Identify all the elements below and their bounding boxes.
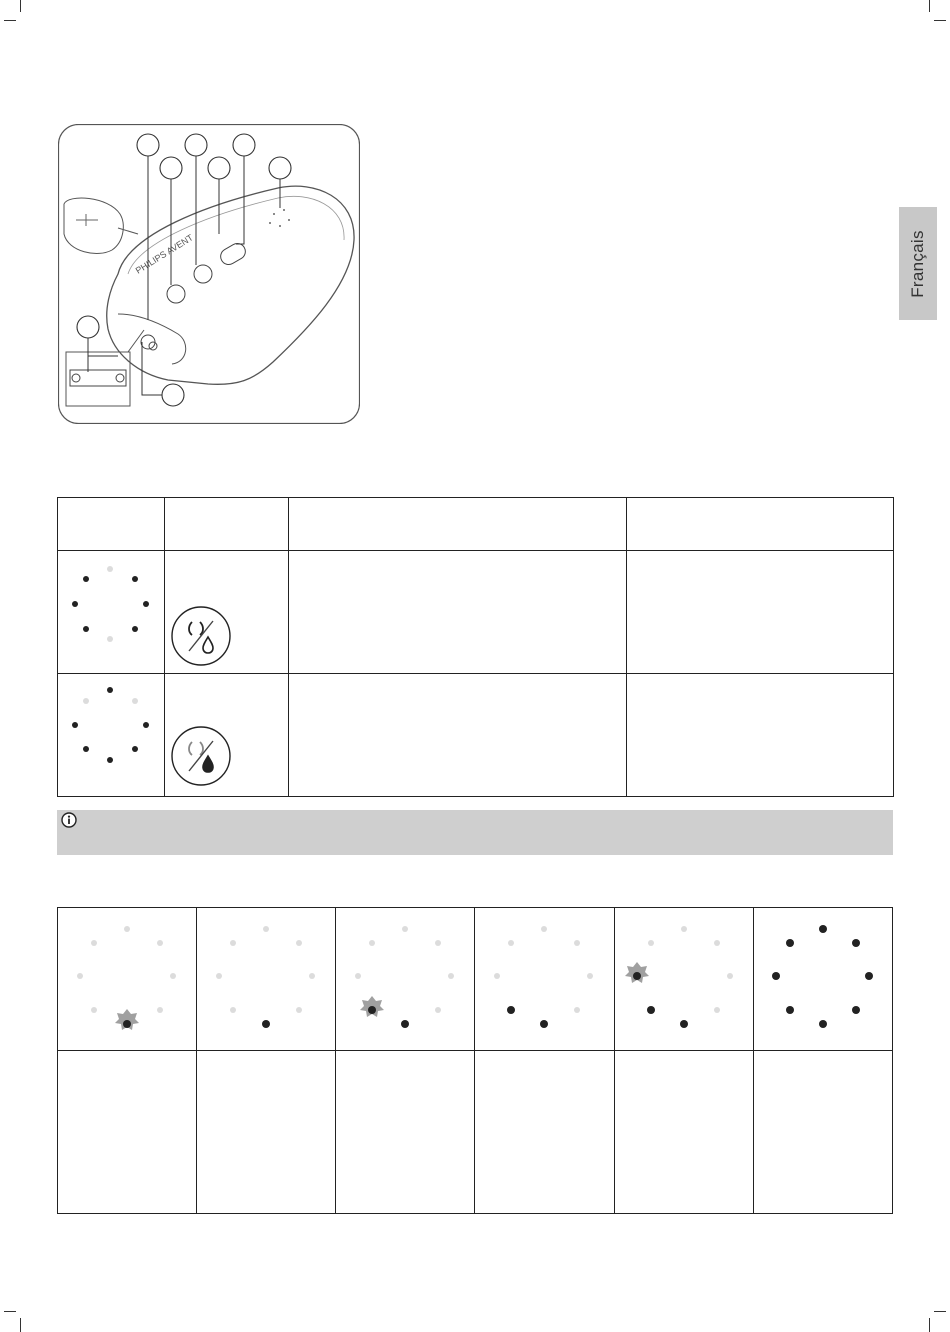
step-indicator-cell (475, 908, 614, 1051)
brand-text: PHILIPS AVENT (133, 232, 195, 276)
step-indicator-cell (614, 908, 753, 1051)
crop-mark (4, 20, 16, 21)
header-cell (165, 498, 289, 551)
crop-mark (929, 1318, 930, 1332)
humidity-drop-outline-icon (165, 551, 287, 671)
crop-mark (934, 1311, 946, 1312)
led-ring-step-2 (197, 908, 335, 1048)
step-caption (336, 1051, 475, 1214)
note-bar (57, 810, 893, 855)
step-indicator-cell (753, 908, 892, 1051)
step-caption (197, 1051, 336, 1214)
icon-cell (165, 674, 289, 797)
crop-mark (20, 0, 21, 12)
led-ring-indicator (58, 551, 164, 671)
led-ring-cell (58, 674, 165, 797)
led-ring-cell (58, 551, 165, 674)
icon-cell (165, 551, 289, 674)
crop-mark (20, 1318, 21, 1332)
header-cell (58, 498, 165, 551)
status-table (57, 497, 894, 797)
crop-mark (934, 20, 946, 21)
device-illustration (58, 124, 360, 424)
header-cell (627, 498, 894, 551)
info-icon (61, 812, 77, 828)
crop-mark (4, 1311, 16, 1312)
language-tab (899, 207, 937, 320)
led-ring-step-1 (58, 908, 196, 1048)
callout-circles (77, 134, 291, 406)
step-caption (475, 1051, 614, 1214)
description-cell (289, 674, 627, 797)
led-ring-step-4 (475, 908, 613, 1048)
led-ring-step-3 (336, 908, 474, 1048)
led-ring-step-6 (754, 908, 892, 1048)
step-indicator-cell (336, 908, 475, 1051)
step-caption (753, 1051, 892, 1214)
step-caption (58, 1051, 197, 1214)
crop-mark (929, 0, 930, 12)
led-ring-indicator (58, 674, 164, 794)
table-row (58, 551, 894, 674)
led-ring-step-5 (615, 908, 753, 1048)
table-header-row (58, 498, 894, 551)
header-cell (289, 498, 627, 551)
step-indicator-cell (197, 908, 336, 1051)
humidity-drop-filled-icon (165, 674, 287, 794)
table-row (58, 674, 894, 797)
progress-sequence-table (57, 907, 893, 1214)
language-tab-label: Français (908, 229, 927, 298)
step-indicator-cell (58, 908, 197, 1051)
step-caption (614, 1051, 753, 1214)
description-cell (289, 551, 627, 674)
action-cell (627, 551, 894, 674)
caption-row (58, 1051, 893, 1214)
indicator-row (58, 908, 893, 1051)
action-cell (627, 674, 894, 797)
